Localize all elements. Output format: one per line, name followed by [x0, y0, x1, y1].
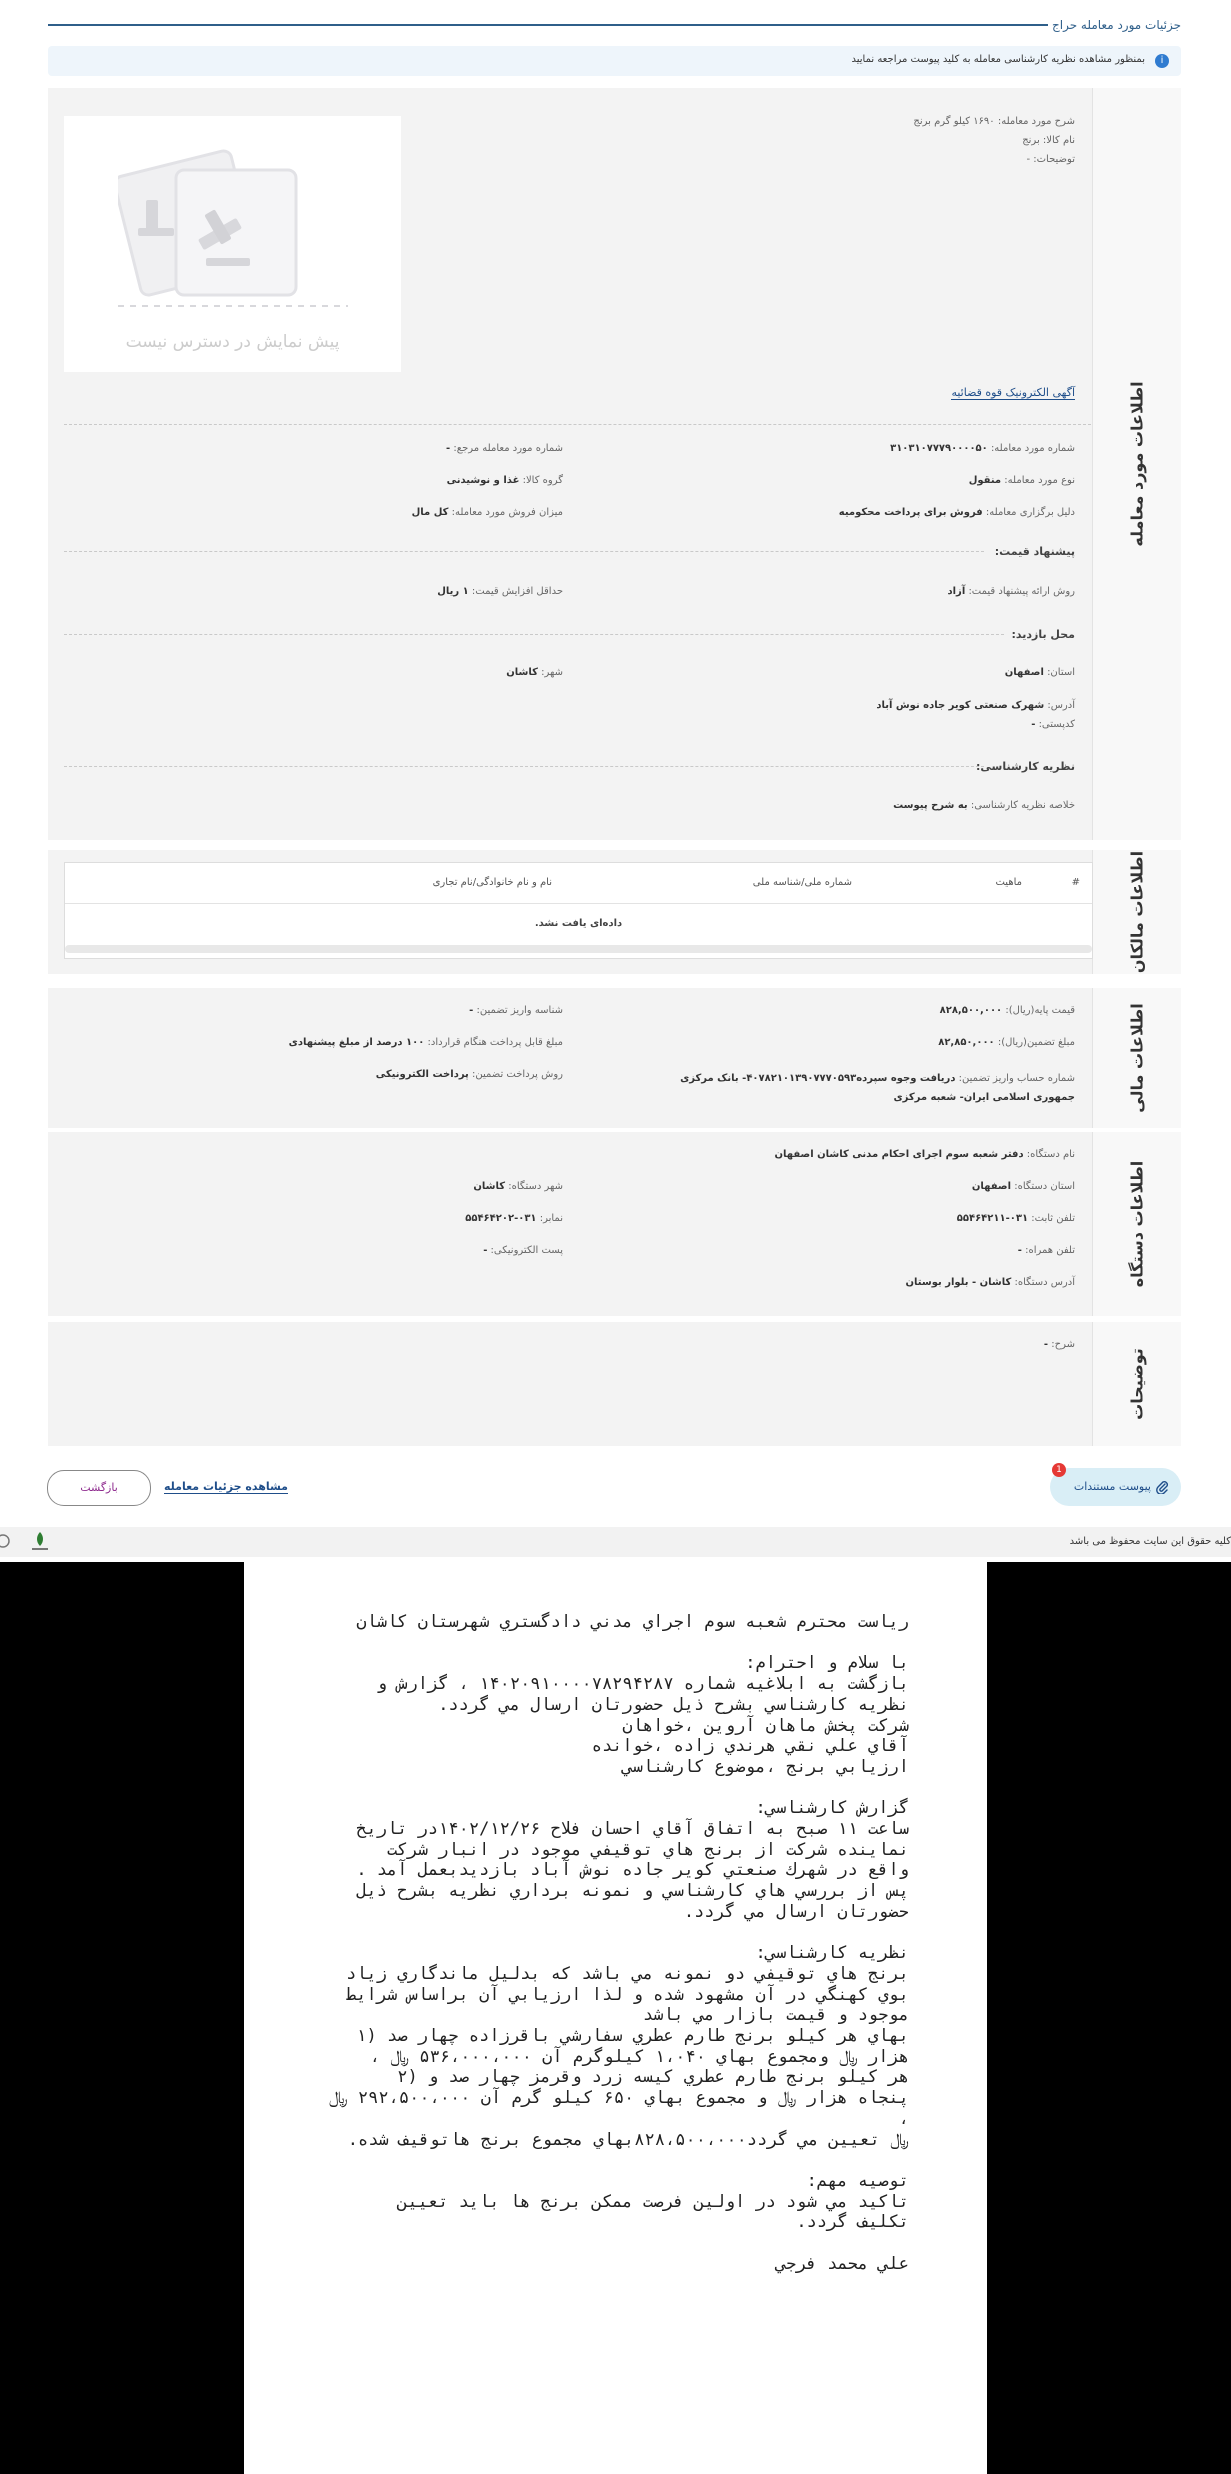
document-line: هر كيلو برنج طارم عطري كيسه زرد وقرمز چهار صد و (۲: [397, 2067, 909, 2088]
column-header: شماره ملی/شناسه ملی: [752, 877, 852, 888]
expert-summary-value: به شرح پیوست: [893, 800, 968, 811]
goods-group-label: گروه کالا:: [522, 475, 563, 486]
document-line: توصيه مهم:: [806, 2170, 909, 2191]
payment-method-label: روش پرداخت تضمین:: [472, 1069, 563, 1080]
offer-method-field: [948, 586, 1076, 597]
office-name-label: نام دستگاه:: [1026, 1149, 1075, 1160]
table-scrollbar[interactable]: [65, 945, 1092, 953]
document-line: واقع در شهرك صنعتي كوير جاده نوش آباد بازديدبعمل آمد .: [356, 1860, 909, 1881]
ref-number-label: شماره مورد معامله مرجع:: [453, 443, 563, 454]
document-line: آقاي علي نقي هرندي زاده ،خوانده: [591, 1736, 909, 1757]
electronic-ad-link[interactable]: [951, 386, 1075, 399]
document-line: ،: [898, 2108, 909, 2129]
notes-desc-label: شرح:: [1051, 1339, 1075, 1350]
postal-code-value: -: [1031, 719, 1036, 730]
deal-type-field: [969, 475, 1075, 486]
office-address-field: [906, 1277, 1075, 1288]
expert-opinion-heading: نظریه کارشناسی:: [976, 760, 1075, 773]
view-deal-details-label[interactable]: مشاهده جزئیات معامله: [164, 1480, 288, 1493]
postal-code-field: [1031, 719, 1075, 730]
page-title: جزئیات مورد معامله حراج: [1052, 18, 1181, 32]
office-province-field: [972, 1181, 1075, 1192]
goods-group-value: غذا و نوشیدنی: [446, 475, 520, 486]
gavel-icon: [118, 130, 348, 320]
notice-text: بمنظور مشاهده نظریه کارشناسی معامله به کلید پیوست مراجعه نمایید: [851, 54, 1145, 65]
document-line: بازگشت به ابلاغيه شماره ۱۴۰۲۰۹۱۰۰۰۰۷۸۲۹۴۲۸۷ ، گزارش و: [376, 1674, 909, 1695]
visit-address-value: شهرک صنعتی کویر جاده نوش آباد: [876, 700, 1045, 711]
column-header: #: [1071, 877, 1080, 888]
deal-info-side: [1092, 88, 1181, 840]
owners-table: [64, 862, 1093, 959]
office-fax-value: ۰۳۱-۵۵۴۶۴۲۰۲: [465, 1213, 537, 1224]
office-fax-label: نمابر:: [539, 1213, 563, 1224]
account-label: شماره حساب واریز تضمین:: [958, 1073, 1075, 1084]
visit-province-value: اصفهان: [1004, 667, 1044, 678]
visit-city-label: شهر:: [541, 667, 563, 678]
office-email-value: -: [483, 1245, 488, 1256]
guarantee-label: مبلغ تضمین(ریال):: [997, 1037, 1075, 1048]
notes-desc-value: -: [1043, 1339, 1049, 1350]
document-line: بوي كهنگي در آن مشهود شده و لذا ارزيابي آن براساس شرايط: [346, 1984, 909, 2005]
owners-side: [1092, 850, 1181, 974]
document-line: حضورتان ارسال مي گردد.: [683, 1901, 909, 1922]
electronic-ad-link-label[interactable]: آگهی الکترونیک قوه قضائیه: [951, 386, 1075, 399]
attachment-notice: [48, 46, 1181, 76]
document-line: ساعت ۱۱ صبح به اتفاق آقاي احسان فلاح ۱۴۰۲/۱۲/۲۶در تاريخ: [356, 1819, 909, 1839]
office-email-field: [483, 1245, 563, 1256]
document-line: پنجاه هزار ﷼ و مجموع بهاي ۶۵۰ كيلو گرم آن ۲۹۲،۵۰۰،۰۰۰ ﷼: [328, 2088, 909, 2109]
document-line: علي محمد فرجي: [775, 2253, 909, 2274]
office-mobile-field: [1018, 1245, 1075, 1256]
guarantee-value: ۸۲,۸۵۰,۰۰۰: [938, 1037, 995, 1048]
deal-type-label: نوع مورد معامله:: [1004, 475, 1075, 486]
office-city-field: [473, 1181, 563, 1192]
deposit-id-label: شناسه واریز تضمین:: [476, 1005, 563, 1016]
office-name-value: دفتر شعبه سوم اجرای احکام مدنی کاشان اصفهان: [774, 1149, 1024, 1160]
price-offer-heading: پیشنهاد قیمت:: [994, 545, 1075, 558]
document-line: شركت پخش ماهان آروين ،خواهان: [622, 1715, 909, 1736]
min-increase-value: ۱ ریال: [437, 586, 469, 597]
deal-notes: توضیحات: -: [1026, 154, 1075, 165]
payable-label: مبلغ قابل پرداخت هنگام قرارداد:: [427, 1037, 563, 1048]
visit-location-heading: محل بازدید:: [1011, 628, 1075, 641]
office-province-label: استان دستگاه:: [1014, 1181, 1075, 1192]
document-line: بهاي هر كيلو برنج طارم عطري سفارشي باقرزاده چهار صد (۱: [356, 2026, 909, 2046]
divider: [64, 634, 1004, 635]
document-line: رياست محترم شعبه سوم اجراي مدني دادگستري شهرستان كاشان: [356, 1612, 909, 1632]
deal-number-label: شماره مورد معامله:: [990, 443, 1075, 454]
financial-side: [1092, 988, 1181, 1128]
footer: [0, 1527, 1231, 1557]
base-price-value: ۸۲۸,۵۰۰,۰۰۰: [939, 1005, 1003, 1016]
document-line: ارزيابي برنج ،موضوع كارشناسي: [622, 1756, 909, 1777]
offer-method-label: روش ارائه پیشنهاد قیمت:: [968, 586, 1075, 597]
office-city-label: شهر دستگاه:: [508, 1181, 563, 1192]
notes-side: [1092, 1322, 1181, 1446]
postal-code-label: کدپستی:: [1038, 719, 1075, 730]
document-line: تاكيد مي شود در اولين فرصت ممكن برنج ها بايد تعيين: [397, 2191, 909, 2212]
office-email-label: پست الکترونیکی:: [490, 1245, 563, 1256]
column-header: ماهیت: [995, 877, 1022, 888]
document-line: نظريه كارشناسي بشرح ذيل حضورتان ارسال مي گردد.: [438, 1694, 909, 1715]
attachments-count-badge: 1: [1052, 1463, 1066, 1477]
empty-table-message: داده‌ای یافت نشد.: [534, 918, 623, 929]
visit-province-field: [1005, 667, 1075, 678]
notes-desc-field: [1044, 1339, 1075, 1350]
divider: [64, 551, 984, 552]
document-line: با سلام و احترام:: [745, 1653, 909, 1674]
emblem-logo: [28, 1530, 52, 1552]
document-line: ﷼ تعيين مي گردد۸۲۸،۵۰۰،۰۰۰بهاي مجموع برنج هاتوقيف شده.: [347, 2129, 909, 2150]
expert-summary-field: [893, 800, 1075, 811]
office-mobile-label: تلفن همراه:: [1025, 1245, 1075, 1256]
deposit-id-value: -: [469, 1005, 474, 1016]
view-deal-details-link[interactable]: [164, 1480, 288, 1493]
back-button-label: بازگشت: [80, 1481, 118, 1494]
office-mobile-value: -: [1017, 1245, 1022, 1256]
divider: [64, 766, 984, 767]
reason-label: دلیل برگزاری معامله:: [985, 507, 1075, 518]
min-increase-field: [437, 586, 563, 597]
office-name-field: [774, 1149, 1075, 1160]
visit-address-label: آدرس:: [1047, 700, 1075, 711]
column-header: نام و نام خانوادگی/نام تجاری: [432, 877, 552, 888]
account-value: دریافت وجوه سپرده۴۰۷۸۲۱۰۱۳۹۰۷۷۷۰۵۹۳- بانک مرکزی جمهوری اسلامی ایران- شعبه مرکزی: [680, 1073, 1075, 1103]
payment-method-value: پرداخت الکترونیکی: [375, 1069, 469, 1080]
document-line: نظريه كارشناسي:: [755, 1943, 909, 1964]
account-field: [635, 1069, 1075, 1107]
office-province-value: اصفهان: [971, 1181, 1012, 1192]
copyright-text: کلیه حقوق این سایت محفوظ می باشد: [1069, 1536, 1231, 1547]
deal-number-field: [890, 443, 1075, 454]
back-button[interactable]: [47, 1470, 151, 1506]
office-phone-field: [957, 1213, 1075, 1224]
office-side: [1092, 1132, 1181, 1316]
office-phone-label: تلفن ثابت:: [1031, 1213, 1075, 1224]
visit-city-value: کاشان: [506, 667, 538, 678]
notes-section-label: توضیحات: [1127, 1348, 1147, 1420]
attachments-button-label: پیوست مستندات: [1073, 1480, 1151, 1493]
info-icon: i: [1155, 54, 1169, 68]
visit-address-field: [876, 700, 1075, 711]
ref-number-field: [446, 443, 563, 454]
office-address-value: کاشان - بلوار بوستان: [905, 1277, 1012, 1288]
sale-amount-value: کل مال: [411, 507, 449, 518]
deal-info-section-label: اطلاعات مورد معامله: [1127, 381, 1147, 547]
document-line: برنج هاي توقيفي دو نمونه مي باشد كه بدليل ماندگاري زياد: [346, 1963, 909, 1984]
document-line: پس از بررسي هاي كارشناسي و نمونه برداري نظريه بشرح ذيل: [356, 1881, 909, 1902]
guarantee-field: [938, 1037, 1075, 1048]
office-panel: [48, 1132, 1181, 1316]
document-line: تكليف گردد.: [796, 2212, 909, 2233]
visit-province-label: استان:: [1047, 667, 1075, 678]
document-line: هزار ﷼ ومجموع بهاي ۱،۰۴۰ كيلوگرم آن ۵۳۶،۰۰۰،۰۰۰ ﷼ ،: [369, 2046, 909, 2067]
notes-panel: [48, 1322, 1181, 1446]
deal-description: شرح مورد معامله: ۱۶۹۰ کیلو گرم برنج: [913, 116, 1075, 127]
financial-section-label: اطلاعات مالی: [1127, 1003, 1147, 1113]
office-phone-value: ۰۳۱-۵۵۴۶۴۲۱۱: [956, 1213, 1029, 1224]
reason-value: فروش برای پرداخت محکومیه: [838, 507, 983, 518]
payable-value: ۱۰۰ درصد از مبلغ پیشنهادی: [288, 1037, 425, 1048]
office-section-label: اطلاعات دستگاه: [1127, 1160, 1147, 1288]
payment-method-field: [376, 1069, 563, 1080]
office-address-label: آدرس دستگاه:: [1014, 1277, 1075, 1288]
expert-summary-label: خلاصه نظریه کارشناسی:: [970, 800, 1075, 811]
partner-logo: [0, 1533, 10, 1549]
sale-amount-label: میزان فروش مورد معامله:: [451, 507, 563, 518]
base-price-label: قیمت پایه(ریال):: [1005, 1005, 1075, 1016]
financial-panel: [48, 988, 1181, 1128]
document-line: نماينده شركت از برنج هاي توقيفي موجود در انبار شركت: [387, 1839, 909, 1860]
reason-field: [839, 507, 1075, 518]
deal-type-value: منقول: [968, 475, 1002, 486]
payable-field: [289, 1037, 563, 1048]
attachments-button[interactable]: [1050, 1465, 1181, 1506]
document-line: گزارش كارشناسي:: [755, 1798, 909, 1819]
base-price-field: [940, 1005, 1075, 1016]
offer-method-value: آزاد: [947, 586, 966, 597]
divider: [64, 424, 1091, 425]
office-fax-field: [465, 1213, 563, 1224]
header-divider: [48, 24, 1048, 26]
deposit-id-field: [469, 1005, 563, 1016]
ref-number-value: -: [446, 443, 451, 454]
table-divider: [65, 903, 1092, 904]
paperclip-icon: [1155, 1480, 1169, 1494]
min-increase-label: حداقل افزایش قیمت:: [471, 586, 563, 597]
owners-section-label: اطلاعات مالکان: [1127, 850, 1147, 974]
sale-amount-field: [412, 507, 563, 518]
visit-city-field: [506, 667, 563, 678]
preview-unavailable-text: پیش نمایش در دسترس نیست: [125, 332, 340, 352]
image-preview-placeholder: [64, 116, 401, 372]
goods-group-field: [447, 475, 563, 486]
owners-panel: [48, 850, 1181, 974]
deal-number-value: ۳۱۰۳۱۰۷۷۷۹۰۰۰۰۵۰: [890, 443, 988, 454]
goods-name: نام کالا: برنج: [1022, 135, 1075, 146]
document-line: موجود و قيمت بازار مي باشد: [642, 2005, 909, 2026]
office-city-value: کاشان: [473, 1181, 506, 1192]
deal-info-panel: [48, 88, 1181, 840]
